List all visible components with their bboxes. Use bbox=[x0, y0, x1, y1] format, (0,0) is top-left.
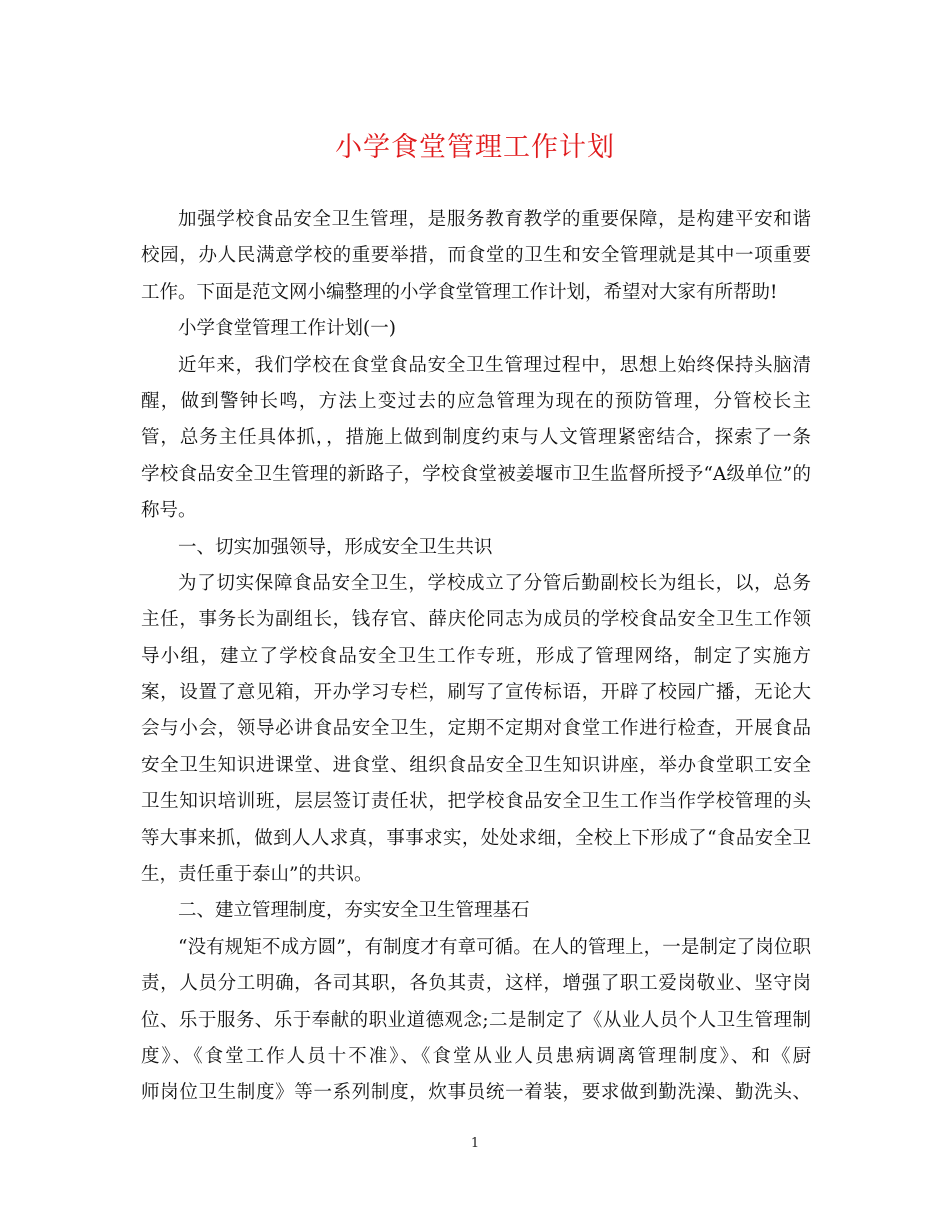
text-line: 安全卫生知识进课堂、进食堂、组织食品安全卫生知识讲座，举办食堂职工安全 bbox=[141, 754, 811, 776]
text-line: 加强学校食品安全卫生管理，是服务教育教学的重要保障，是构建平安和谐 bbox=[178, 209, 811, 230]
page-number: 1 bbox=[470, 1136, 480, 1151]
text-line: 醒，做到警钟长鸣，方法上变过去的应急管理为现在的预防管理，分管校长主 bbox=[141, 390, 811, 412]
text-line: 生，责任重于泰山”的共识。 bbox=[141, 864, 373, 886]
text-line: 一、切实加强领导，形成安全卫生共识 bbox=[178, 536, 493, 558]
text-line: 二、建立管理制度，夯实安全卫生管理基石 bbox=[178, 900, 530, 922]
document-title: 小学食堂管理工作计划 bbox=[335, 132, 615, 163]
text-line: 师岗位卫生制度》等一系列制度，炊事员统一着装，要求做到勤洗澡、勤洗头、 bbox=[141, 1082, 811, 1104]
text-line: 卫生知识培训班，层层签订责任状，把学校食品安全卫生工作当作学校管理的头 bbox=[141, 791, 811, 813]
document-body bbox=[141, 202, 811, 1112]
text-line: 工作。下面是范文网小编整理的小学食堂管理工作计划，希望对大家有所帮助! bbox=[141, 281, 778, 303]
text-line: 导小组，建立了学校食品安全卫生工作专班，形成了管理网络，制定了实施方 bbox=[141, 645, 811, 667]
text-line: 管，总务主任具体抓，，措施上做到制度约束与人文管理紧密结合，探索了一条 bbox=[141, 427, 811, 449]
text-line: 近年来，我们学校在食堂食品安全卫生管理过程中，思想上始终保持头脑清 bbox=[178, 354, 811, 376]
text-line: “没有规矩不成方圆”，有制度才有章可循。在人的管理上，一是制定了岗位职 bbox=[178, 936, 811, 958]
text-line: 主任，事务长为副组长，钱存官、薛庆伦同志为成员的学校食品安全卫生工作领 bbox=[141, 609, 811, 631]
text-line: 责，人员分工明确，各司其职，各负其责，这样，增强了职工爱岗敬业、坚守岗 bbox=[141, 973, 811, 995]
text-line: 会与小会，领导必讲食品安全卫生，定期不定期对食堂工作进行检查，开展食品 bbox=[141, 718, 811, 740]
text-line: 称号。 bbox=[141, 500, 197, 522]
text-line: 校园，办人民满意学校的重要举措，而食堂的卫生和安全管理就是其中一项重要 bbox=[141, 245, 811, 267]
text-line: 位、乐于服务、乐于奉献的职业道德观念;二是制定了《从业人员个人卫生管理制 bbox=[141, 1009, 811, 1031]
text-line: 学校食品安全卫生管理的新路子，学校食堂被姜堰市卫生监督所授予“A级单位”的 bbox=[141, 463, 811, 485]
text-line: 小学食堂管理工作计划(一) bbox=[178, 318, 396, 340]
text-line: 度》、《食堂工作人员十不准》、《食堂从业人员患病调离管理制度》、和《厨 bbox=[141, 1045, 811, 1067]
text-line: 等大事来抓，做到人人求真，事事求实，处处求细，全校上下形成了“食品安全卫 bbox=[141, 827, 811, 849]
text-line: 为了切实保障食品安全卫生，学校成立了分管后勤副校长为组长，以，总务 bbox=[178, 572, 811, 594]
text-line: 案，设置了意见箱，开办学习专栏，刷写了宣传标语，开辟了校园广播，无论大 bbox=[141, 682, 811, 704]
